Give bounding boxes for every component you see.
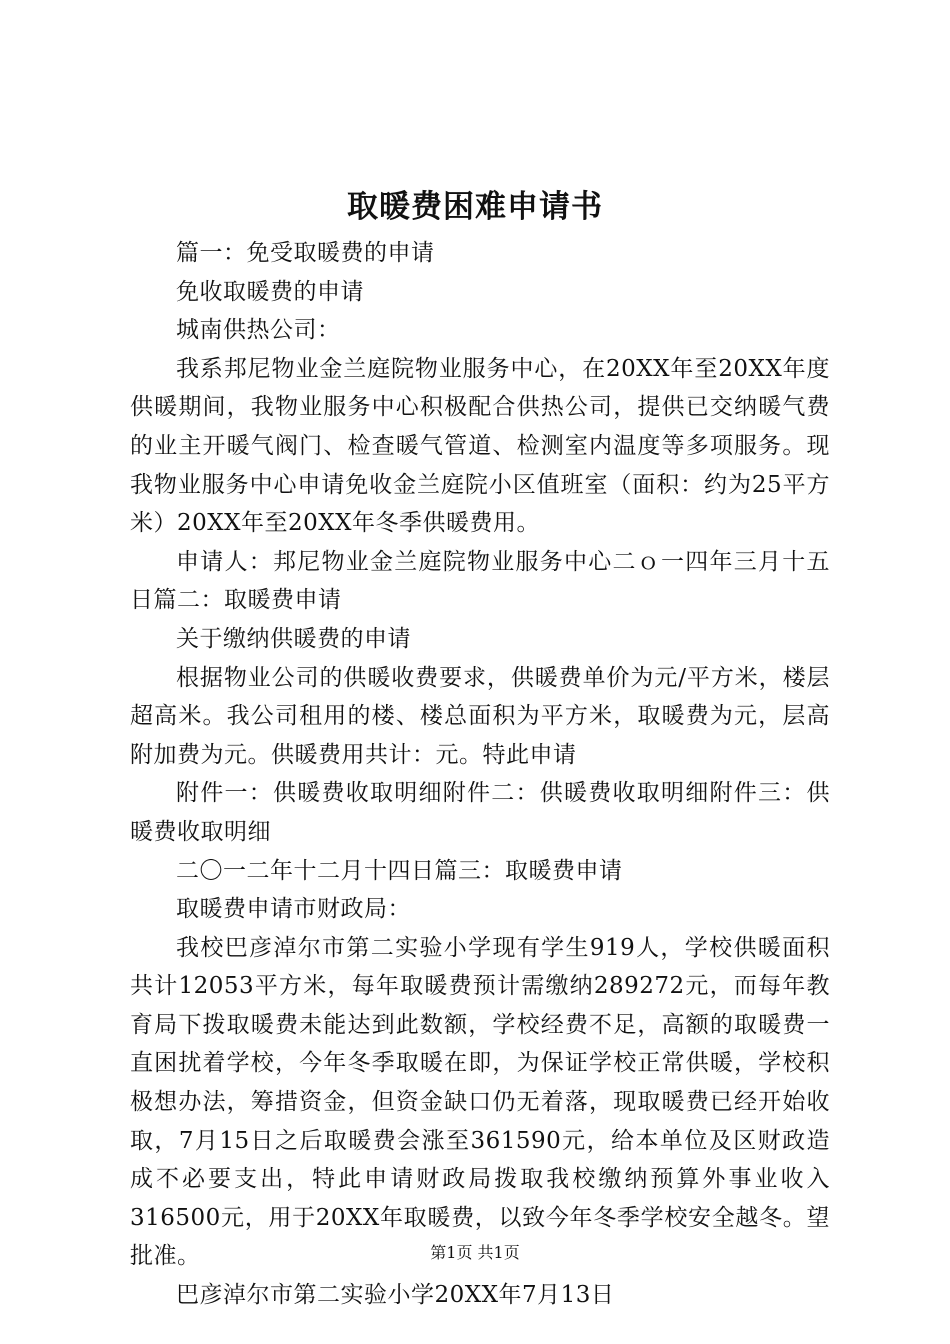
section-heading-1: 篇一：免受取暖费的申请 — [176, 240, 435, 266]
document-body — [130, 234, 830, 1315]
page-footer: 第1页 共1页 — [430, 1243, 520, 1262]
attachments-line: 附件一：供暖费收取明细附件二：供暖费收取明细附件三：供暖费收取明细 — [130, 780, 830, 845]
body-paragraph-2: 根据物业公司的供暖收费要求，供暖费单价为元/平方米，楼层超高米。我公司租用的楼、楼总面积为平方米，取暖费为元，层高附加费为元。供暖费用共计：元。特此申请 — [130, 664, 830, 768]
recipient-3: 取暖费申请市财政局： — [176, 896, 411, 923]
recipient-1: 城南供热公司： — [176, 317, 341, 344]
application-title-2: 关于缴纳供暖费的申请 — [176, 625, 411, 652]
signature-line: 巴彦淖尔市第二实验小学20XX年7月13日 — [176, 1282, 615, 1309]
document-title: 取暖费困难申请书 — [347, 189, 603, 225]
body-paragraph-3: 我校巴彦淖尔市第二实验小学现有学生919人，学校供暖面积共计12053平方米，每年取暖费预计需缴纳289272元，而每年教育局下拨取暖费未能达到此数额，学校经费不足，高额的取暖费一直困扰着学校，今年冬季取暖在即，为保证学校正常供暖，学校积极想办法，筹措资金，但资金缺口仍无着落，现取暖费已经开始收取，7月15日之后取暖费会涨至361590元，给本单位及区财政造成不必要支出，特此申请财政局拨取我校缴纳预算外事业收入316500元，用于20XX年取暖费，以致今年冬季学校安全越冬。望批准。 — [130, 934, 830, 1270]
body-paragraph-1: 我系邦尼物业金兰庭院物业服务中心，在20XX年至20XX年度供暖期间，我物业服务中心积极配合供热公司，提供已交纳暖气费的业主开暖气阀门、检查暖气管道、检测室内温度等多项服务。现我物业服务中心申请免收金兰庭院小区值班室（面积：约为25平方米）20XX年至20XX年冬季供暖费用。 — [130, 355, 830, 537]
applicant-line: 申请人：邦尼物业金兰庭院物业服务中心二ｏ一四年三月十五日篇二：取暖费申请 — [130, 548, 830, 614]
date-line-2: 二〇一二年十二月十四日篇三：取暖费申请 — [176, 857, 623, 884]
application-title-1: 免收取暖费的申请 — [176, 278, 364, 305]
